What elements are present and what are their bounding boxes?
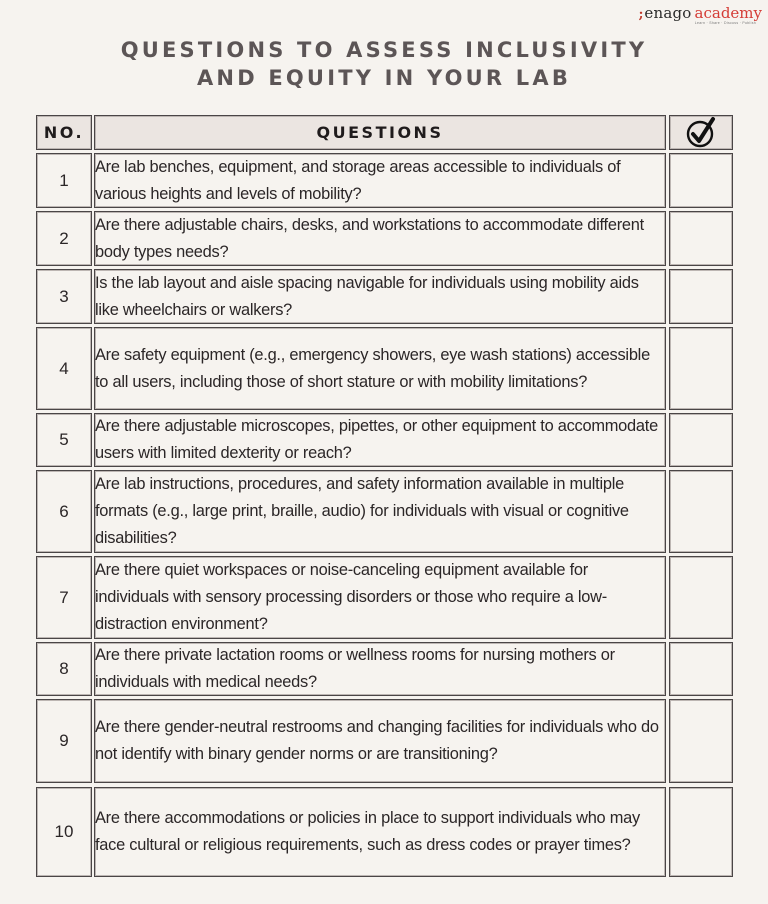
row-question-cell	[94, 153, 666, 208]
row-question-cell	[94, 699, 666, 783]
row-question-text: Are lab instructions, procedures, and safety information available in multiple formats (e.g., large print, braille, audio) for individuals with visual or cognitive disabilities?	[95, 475, 629, 547]
row-checkbox[interactable]	[669, 787, 733, 877]
row-question-cell	[94, 327, 666, 410]
row-number-cell	[36, 269, 92, 324]
header-number-label: NO.	[43, 123, 85, 142]
row-checkbox[interactable]	[669, 470, 733, 553]
row-question-cell	[94, 642, 666, 696]
row-checkbox[interactable]	[669, 413, 733, 467]
row-number: 2	[59, 228, 69, 248]
row-number: 5	[59, 430, 69, 449]
row-question-text: Are there adjustable microscopes, pipettes, or other equipment to accommodate users with limited dexterity or reach?	[95, 417, 658, 462]
row-number-cell	[36, 470, 92, 553]
row-question-text: Are there gender-neutral restrooms and changing facilities for individuals who do not identify with binary gender norms or are transitioning?	[95, 718, 659, 763]
row-checkbox[interactable]	[669, 642, 733, 696]
row-number: 3	[59, 286, 69, 306]
row-question-text: Are safety equipment (e.g., emergency showers, eye wash stations) accessible to all users, including those of short stature or with mobility limitations?	[95, 345, 650, 391]
row-number: 9	[59, 731, 69, 750]
row-number-cell	[36, 211, 92, 266]
row-checkbox[interactable]	[669, 153, 733, 208]
row-checkbox[interactable]	[669, 699, 733, 783]
enago-academy-logo	[639, 6, 762, 26]
row-number-cell	[36, 327, 92, 410]
page-title	[0, 36, 768, 92]
row-number-cell	[36, 642, 92, 696]
row-question-cell	[94, 211, 666, 266]
row-question-cell	[94, 269, 666, 324]
row-checkbox[interactable]	[669, 556, 733, 639]
row-question-text: Are there quiet workspaces or noise-canceling equipment available for individuals with sensory processing disorders or those who require a low-distraction environment?	[95, 561, 607, 633]
header-check-cell	[669, 115, 733, 150]
row-question-cell	[94, 470, 666, 553]
logo-brand: enago	[644, 4, 692, 22]
row-number-cell	[36, 556, 92, 639]
row-number-cell	[36, 153, 92, 208]
row-number: 4	[59, 358, 69, 378]
row-question-text: Is the lab layout and aisle spacing navigable for individuals using mobility aids like wheelchairs or walkers?	[95, 273, 639, 319]
row-number: 10	[54, 822, 74, 841]
row-question-text: Are there accommodations or policies in place to support individuals who may face cultural or religious requirements, such as dress codes or prayer times?	[95, 809, 640, 854]
check-circle-icon	[670, 116, 732, 149]
row-number-cell	[36, 787, 92, 877]
logo-tagline: Learn · Share · Discuss · Publish	[694, 21, 756, 25]
row-question-text: Are lab benches, equipment, and storage areas accessible to individuals of various heights and levels of mobility?	[95, 157, 621, 203]
header-question-label: QUESTIONS	[316, 123, 444, 142]
row-question-cell	[94, 413, 666, 467]
row-number: 8	[59, 659, 69, 678]
title-line-2: AND EQUITY IN YOUR LAB	[196, 66, 572, 90]
row-question-text: Are there adjustable chairs, desks, and workstations to accommodate different body types needs?	[95, 215, 644, 261]
title-line-1: QUESTIONS TO ASSESS INCLUSIVITY	[120, 38, 648, 62]
header-number-cell	[36, 115, 92, 150]
row-question-cell	[94, 556, 666, 639]
logo-mark-icon: ;	[638, 7, 644, 22]
row-checkbox[interactable]	[669, 327, 733, 410]
row-checkbox[interactable]	[669, 211, 733, 266]
row-number: 1	[59, 170, 69, 190]
row-number-cell	[36, 413, 92, 467]
row-question-text: Are there private lactation rooms or wellness rooms for nursing mothers or individuals with medical needs?	[95, 646, 615, 691]
logo-wordmark	[639, 6, 762, 21]
row-checkbox[interactable]	[669, 269, 733, 324]
header-question-cell	[94, 115, 666, 150]
row-number: 6	[59, 501, 69, 521]
row-number-cell	[36, 699, 92, 783]
row-number: 7	[59, 587, 69, 607]
logo-product: academy	[694, 4, 762, 22]
row-question-cell	[94, 787, 666, 877]
